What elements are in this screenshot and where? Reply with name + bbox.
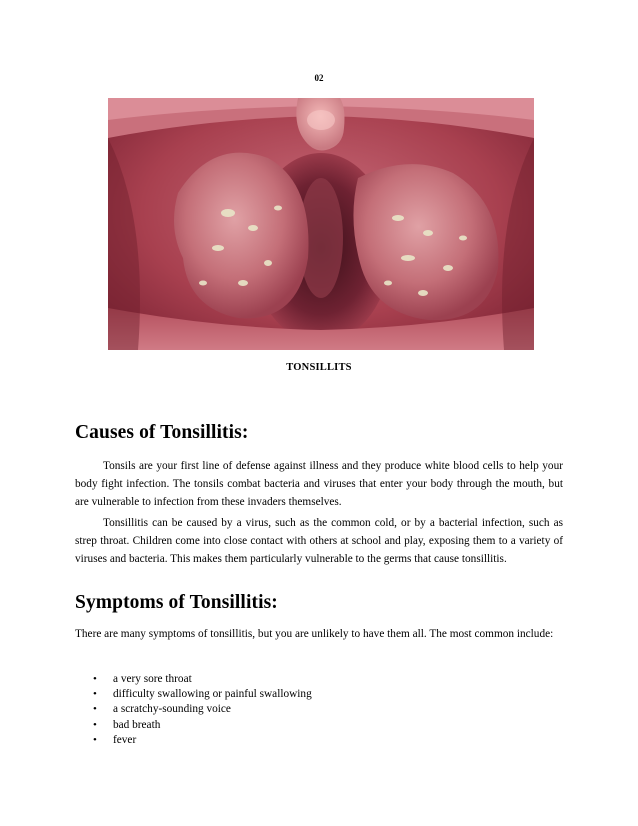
bullet-icon: • — [93, 688, 97, 701]
list-item — [75, 687, 312, 702]
symptom-text: difficulty swallowing or painful swallowing — [113, 688, 312, 701]
bullet-icon: • — [93, 673, 97, 685]
page-number: 02 — [314, 73, 324, 83]
list-item — [75, 702, 312, 717]
figure-caption: TONSILLITS — [286, 362, 352, 373]
causes-paragraph-1: Tonsils are your first line of defense against illness and they produce white blood cells to help your body fight infection. The tonsils combat bacteria and viruses that enter your body through the mouth, but are vulnerable to infection from these invaders themselves. — [75, 460, 563, 508]
tonsils-photo-icon — [108, 98, 534, 350]
list-item — [75, 672, 312, 687]
symptom-text: a very sore throat — [113, 673, 192, 685]
symptom-text: fever — [113, 733, 137, 746]
list-item — [75, 718, 312, 733]
throat-tonsils-photo — [108, 98, 534, 350]
symptoms-intro: There are many symptoms of tonsillitis, but you are unlikely to have them all. The most common include: — [75, 628, 554, 640]
causes-paragraph-2: Tonsillitis can be caused by a virus, such as the common cold, or by a bacterial infection, such as strep throat. Children come into close contact with others at school and play, exposing them to a variety of viruses and bacteria. This makes them particularly vulnerable to the germs that cause tonsillitis. — [75, 517, 563, 565]
symptoms-list — [75, 672, 312, 748]
bullet-icon: • — [93, 733, 97, 746]
symptoms-heading: Symptoms of Tonsillitis: — [75, 592, 278, 613]
bullet-icon: • — [93, 703, 97, 716]
bullet-icon: • — [93, 718, 97, 731]
symptom-text: bad breath — [113, 718, 161, 731]
causes-heading: Causes of Tonsillitis: — [75, 422, 249, 443]
symptom-text: a scratchy-sounding voice — [113, 703, 231, 716]
list-item — [75, 733, 312, 748]
